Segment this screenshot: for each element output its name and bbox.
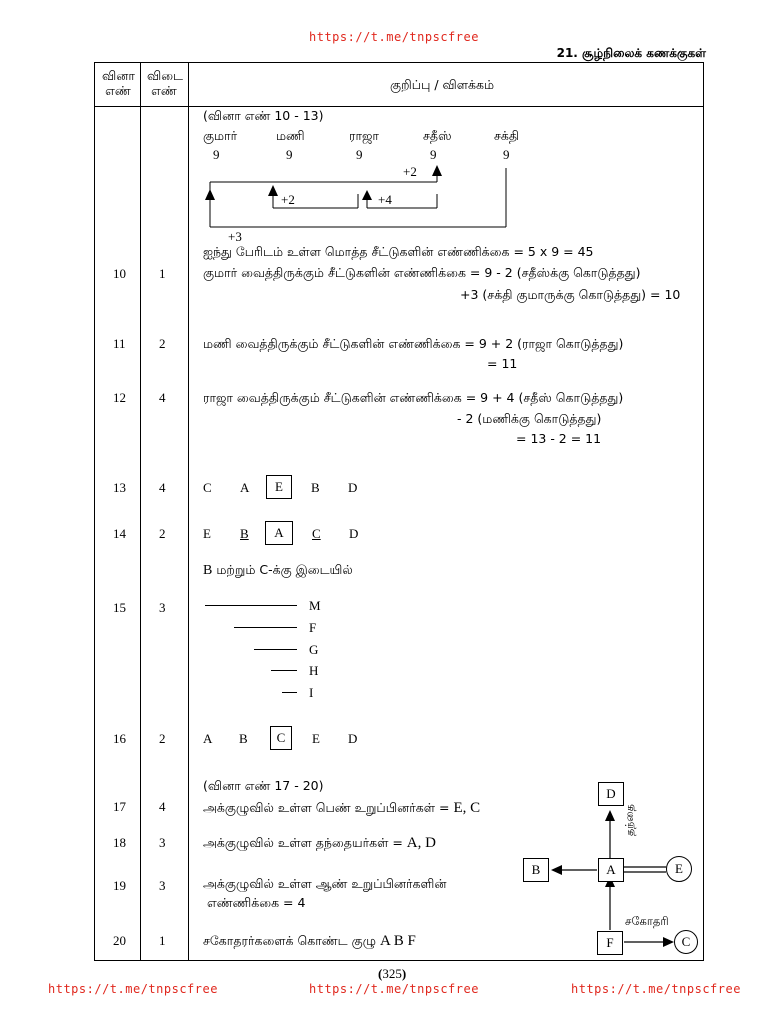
q14-number: 14 — [113, 526, 126, 541]
q13-number: 13 — [113, 480, 126, 495]
arrow-to-d — [605, 810, 615, 821]
q13-seq-2: A — [240, 480, 250, 495]
value-sathees: 9 — [430, 147, 437, 162]
node-a: A — [598, 858, 624, 882]
q14-seq-1: E — [203, 526, 211, 541]
q16-seq-3-boxed: C — [270, 726, 292, 750]
footer-link-right[interactable]: https://t.me/tnpscfree — [571, 982, 741, 996]
footer-link-center[interactable]: https://t.me/tnpscfree — [309, 982, 479, 996]
arrow-to-kumar-a — [205, 189, 215, 200]
q12-line3: = 13 - 2 = 11 — [516, 431, 602, 446]
total-tickets-line: ஐந்து பேரிடம் உள்ள மொத்த சீட்டுகளின் எண்ணிக்கை = 5 x 9 = 45 — [203, 244, 594, 259]
q14-seq-5: D — [349, 526, 359, 541]
top-link[interactable]: https://t.me/tnpscfree — [309, 30, 479, 44]
node-e: E — [666, 856, 692, 882]
label-m: M — [309, 598, 321, 613]
node-b: B — [523, 858, 549, 882]
q13-seq-3-boxed: E — [266, 475, 292, 499]
q11-answer: 2 — [159, 336, 166, 351]
q14-seq-3-boxed: A — [265, 521, 293, 545]
bar-i — [282, 692, 297, 693]
bar-g — [254, 649, 297, 650]
q13-seq-1: C — [203, 480, 212, 495]
q16-seq-5: D — [348, 731, 358, 746]
q18-answer: 3 — [159, 835, 166, 850]
arrow-to-sathees — [432, 165, 442, 176]
q15-answer: 3 — [159, 600, 166, 615]
page-number: (325) — [378, 966, 407, 981]
q12-answer: 4 — [159, 390, 166, 405]
col-answer-header: விடை எண் — [147, 68, 183, 98]
label-plus4: +4 — [378, 192, 392, 207]
range-label-17-20: (வினா எண் 17 - 20) — [203, 778, 324, 793]
label-f: F — [309, 620, 317, 635]
q10-line2: +3 (சக்தி குமாருக்கு கொடுத்தது) = 10 — [460, 287, 681, 302]
q10-line1: குமார் வைத்திருக்கும் சீட்டுகளின் எண்ணிக்கை = 9 - 2 (சதீஸ்க்கு கொடுத்தது) — [203, 265, 641, 280]
q20-number: 20 — [113, 933, 126, 948]
label-plus2: +2 — [281, 192, 295, 207]
q16-number: 16 — [113, 731, 126, 746]
label-plus3: +3 — [228, 229, 242, 244]
q16-seq-2: B — [239, 731, 248, 746]
name-kumar: குமார் — [203, 128, 238, 143]
value-sakthi: 9 — [503, 147, 510, 162]
arrow-to-c — [663, 937, 674, 947]
arrow-to-raja — [362, 190, 372, 200]
q13-seq-4: B — [311, 480, 320, 495]
q13-answer: 4 — [159, 480, 166, 495]
node-c: C — [674, 930, 698, 954]
q17-answer: 4 — [159, 799, 166, 814]
q14-seq-2: B — [240, 526, 249, 541]
col-explanation-header: குறிப்பு / விளக்கம் — [390, 77, 495, 92]
sister-label: சகோதரி — [625, 914, 669, 928]
name-sathees: சதீஸ் — [423, 128, 452, 143]
q20-answer: 1 — [159, 933, 166, 948]
value-raja: 9 — [356, 147, 363, 162]
bar-m — [205, 605, 297, 606]
q19-number: 19 — [113, 878, 126, 893]
q12-line1: ராஜா வைத்திருக்கும் சீட்டுகளின் எண்ணிக்கை = 9 + 4 (சதீஸ் கொடுத்தது) — [203, 390, 624, 405]
q14-seq-4: C — [312, 526, 321, 541]
label-h: H — [309, 663, 319, 678]
q17-number: 17 — [113, 799, 126, 814]
arrow-to-mani — [268, 185, 278, 196]
bar-f — [234, 627, 297, 628]
father-label: தந்தை — [623, 804, 636, 836]
q10-number: 10 — [113, 266, 126, 281]
q12-number: 12 — [113, 390, 126, 405]
q19-line1: அக்குழுவில் உள்ள ஆண் உறுப்பினர்களின் — [203, 876, 447, 891]
value-kumar: 9 — [213, 147, 220, 162]
q16-seq-4: E — [312, 731, 320, 746]
transfer-arrows-diagram — [195, 160, 525, 235]
label-i: I — [309, 685, 314, 700]
q16-answer: 2 — [159, 731, 166, 746]
q18-text: அக்குழுவில் உள்ள தந்தையர்கள் = A, D — [203, 835, 436, 851]
q19-line2: எண்ணிக்கை = 4 — [207, 895, 306, 910]
name-mani: மணி — [276, 128, 305, 143]
q19-answer: 3 — [159, 878, 166, 893]
label-g: G — [309, 642, 319, 657]
footer-link-left[interactable]: https://t.me/tnpscfree — [48, 982, 218, 996]
value-mani: 9 — [286, 147, 293, 162]
bar-h — [271, 670, 297, 671]
q11-line1: மணி வைத்திருக்கும் சீட்டுகளின் எண்ணிக்கை = 9 + 2 (ராஜா கொடுத்தது) — [203, 336, 624, 351]
q18-number: 18 — [113, 835, 126, 850]
col-question-header: வினா எண் — [102, 68, 135, 98]
q17-text: அக்குழுவில் உள்ள பெண் உறுப்பினர்கள் = E, C — [203, 800, 481, 816]
q13-seq-5: D — [348, 480, 358, 495]
q16-seq-1: A — [203, 731, 213, 746]
q10-answer: 1 — [159, 266, 166, 281]
chapter-title: 21. சூழ்நிலைக் கணக்குகள் — [556, 46, 706, 60]
q14-note: B மற்றும் C-க்கு இடையில் — [203, 562, 353, 578]
q11-number: 11 — [113, 336, 126, 351]
name-sakthi: சக்தி — [494, 128, 520, 143]
q12-line2: - 2 (மணிக்கு கொடுத்தது) — [457, 411, 602, 426]
node-f: F — [597, 931, 623, 955]
label-plus2-top: +2 — [403, 164, 417, 179]
q20-text: சகோதரர்களைக் கொண்ட குழு A B F — [203, 933, 416, 949]
range-label-10-13: (வினா எண் 10 - 13) — [203, 108, 324, 123]
q14-answer: 2 — [159, 526, 166, 541]
q11-line2: = 11 — [487, 356, 518, 371]
q15-number: 15 — [113, 600, 126, 615]
arrow-to-b — [551, 865, 562, 875]
name-raja: ராஜா — [349, 128, 379, 143]
node-d: D — [598, 782, 624, 806]
